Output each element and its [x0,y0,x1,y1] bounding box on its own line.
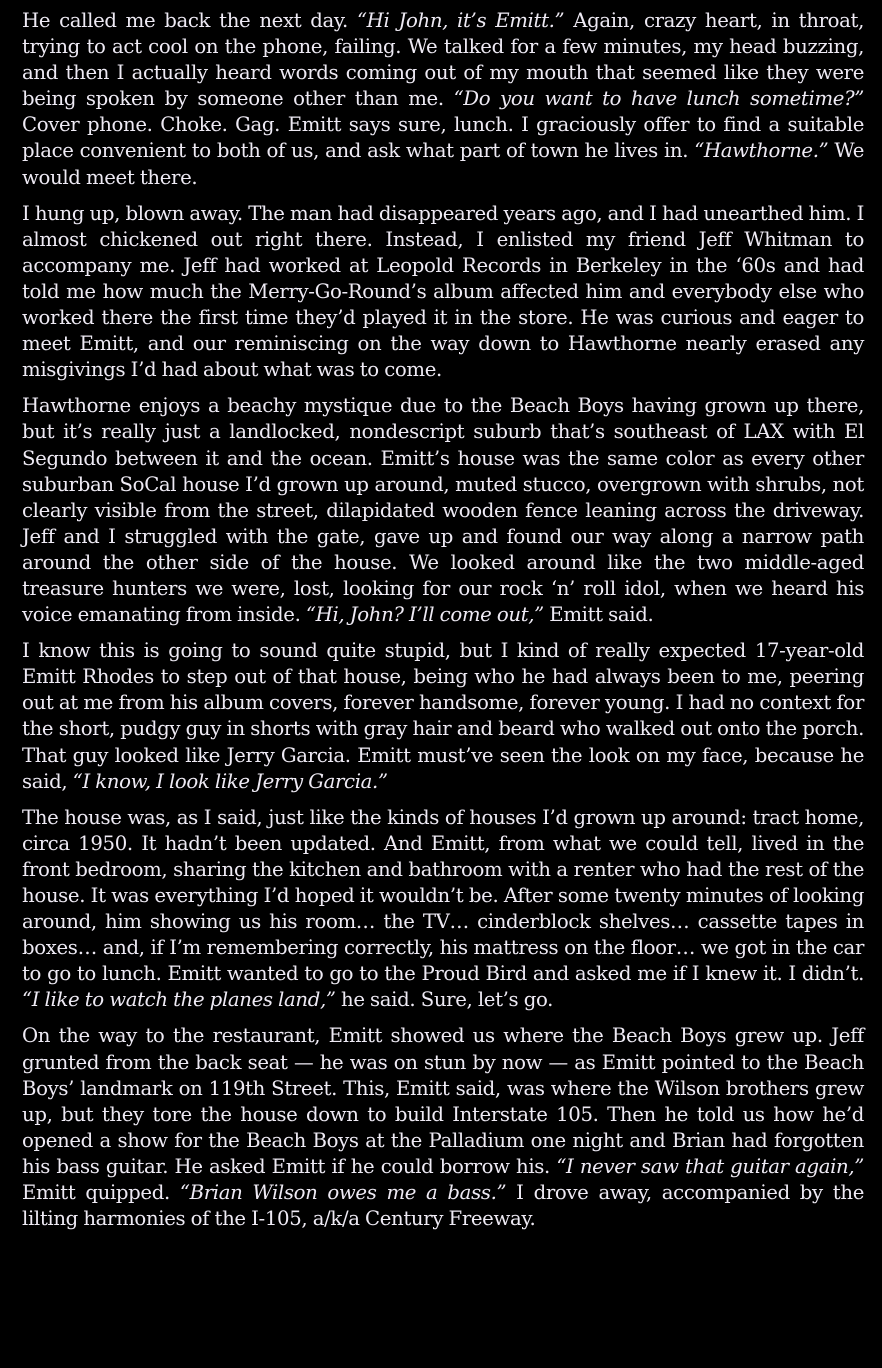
text-run: We would meet there. [22,139,864,189]
quote-run: “I like to watch the planes land,” [22,988,336,1012]
quote-run: “Brian Wilson owes me a bass.” [179,1181,507,1205]
paragraph-5 [22,805,864,1014]
quote-run: “I never saw that guitar again,” [556,1154,864,1178]
text-run: He called me back the next day. [22,9,357,32]
quote-run: “Hawthorne.” [694,139,829,163]
quote-run: “Hi John, it’s Emitt.” [356,9,565,32]
text-run: I know this is going to sound quite stupid, but I kind of really expected 17-year-old Emitt Rhodes to step out of that house, being who he had always been to me, peering out at me from his album covers, forever handsome, forever young. I had no context for the short, pudgy guy in shorts with gray hair and beard who walked out onto the porch. That guy looked like Jerry Garcia. Emitt must’ve seen the look on my face, because he said, [22,639,864,793]
paragraph-4 [22,638,864,795]
paragraph-3 [22,393,864,628]
text-run: Cover phone. Choke. Gag. Emitt says sure, lunch. I graciously offer to find a suitable place convenient to both of us, and ask what part of town he lives in. [22,113,864,163]
text-run: Emitt said. [543,603,654,627]
paragraph-2 [22,201,864,384]
text-run: The house was, as I said, just like the kinds of houses I’d grown up around: tract home, circa 1950. It hadn’t been updated. And Emitt, from what we could tell, lived in the front bedroom, sharing the kitchen and bathroom with a renter who had the rest of the house. It was everything I’d hoped it wouldn’t be. After some twenty minutes of looking around, him showing us his room… the TV… cinderblock shelves… cassette tapes in boxes… and, if I’m remembering correctly, his mattress on the floor… we got in the car to go to lunch. Emitt wanted to go to the Proud Bird and asked me if I knew it. I didn’t. [22,805,864,986]
text-run: Again, crazy heart, in throat, trying to act cool on the phone, failing. We talked for a few minutes, my head buzzing, and then I actually heard words coming out of my mouth that seemed like they were being spoken by someone other than me. [22,9,864,111]
text-run: On the way to the restaurant, Emitt showed us where the Beach Boys grew up. Jeff grunted from the back seat — he was on stun by now — as Emitt pointed to the Beach Boys’ landmark on 119th Street. This, Emitt said, was where the Wilson brothers grew up, but they tore the house down to build Interstate 105. Then he told us how he’d opened a show for the Beach Boys at the Palladium one night and Brian had forgotten his bass guitar. He asked Emitt if he could borrow his. [22,1024,864,1178]
text-run: Hawthorne enjoys a beachy mystique due to the Beach Boys having grown up there, but it’s really just a landlocked, nondescript suburb that’s southeast of LAX with El Segundo between it and the ocean. Emitt’s house was the same color as every other suburban SoCal house I’d grown up around, muted stucco, overgrown with shrubs, not clearly visible from the street, dilapidated wooden fence leaning across the driveway. Jeff and I struggled with the gate, gave up and found our way along a narrow path around the other side of the house. We looked around like the two middle-aged treasure hunters we were, lost, looking for our rock ‘n’ roll idol, when we heard his voice emanating from inside. [22,394,864,627]
quote-run: “Hi, John? I’ll come out,” [305,603,544,627]
paragraph-1 [22,8,864,191]
paragraph-6 [22,1023,864,1232]
quote-run: “Do you want to have lunch sometime?” [453,87,864,111]
text-run: Emitt quipped. [22,1181,180,1205]
text-run: I hung up, blown away. The man had disappeared years ago, and I had unearthed him. I almost chickened out right there. Instead, I enlisted my friend Jeff Whitman to accompany me. Jeff had worked at Leopold Records in Berkeley in the ‘60s and had told me how much the Merry-Go-Round’s album affected him and everybody else who worked there the first time they’d played it in the store. He was curious and eager to meet Emitt, and our reminiscing on the way down to Hawthorne nearly erased any misgivings I’d had about what was to come. [22,201,864,382]
text-run: he said. Sure, let’s go. [335,988,554,1012]
text-run: I drove away, accompanied by the lilting harmonies of the I-105, a/k/a Century Freeway. [22,1181,864,1231]
quote-run: “I know, I look like Jerry Garcia.” [72,769,388,793]
